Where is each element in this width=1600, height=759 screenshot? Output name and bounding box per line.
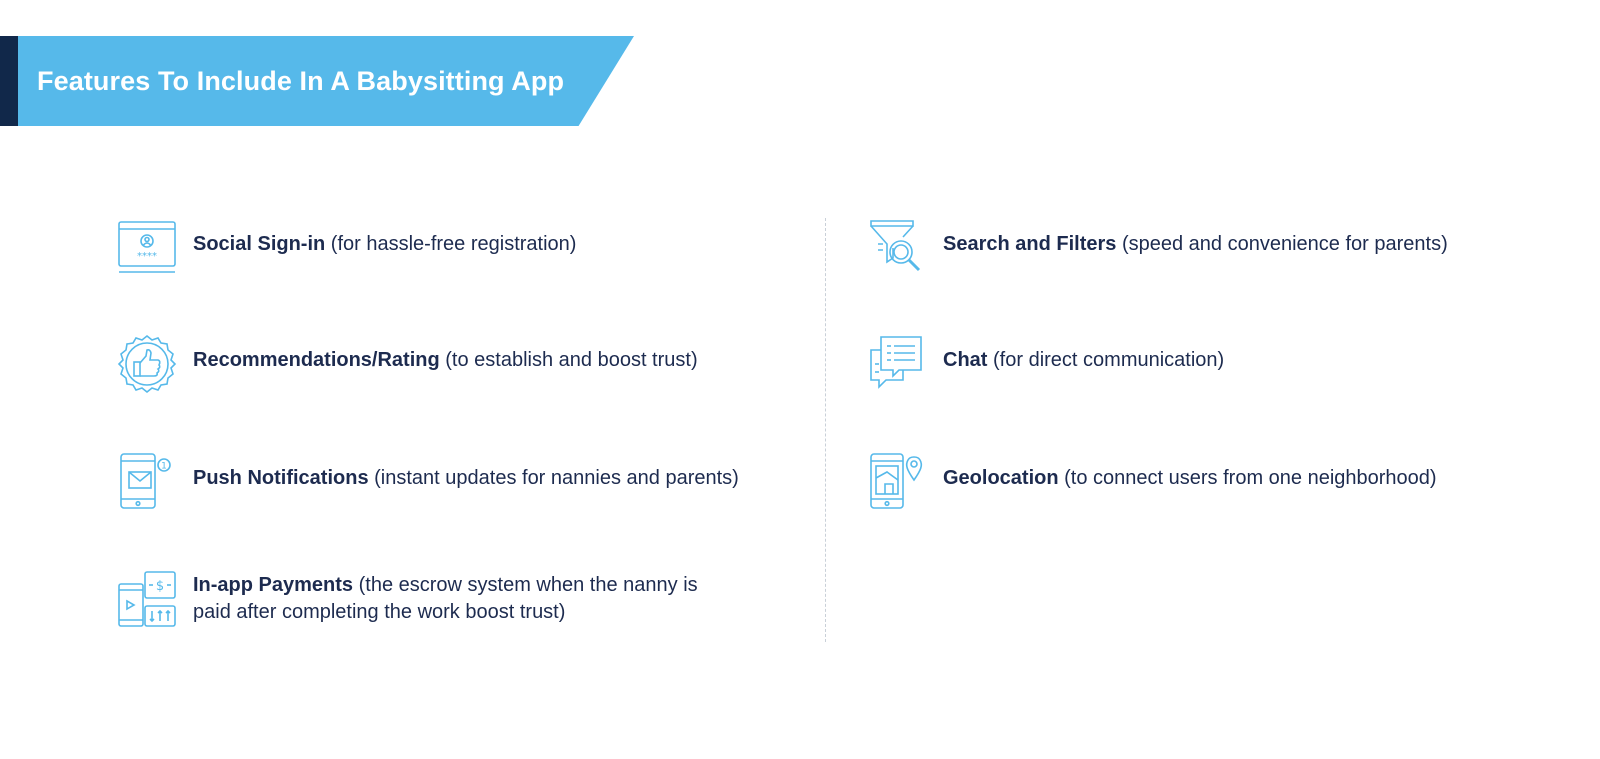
svg-text:$: $ [155,579,165,594]
banner-accent [0,36,18,126]
feature-description: (the escrow system when the nanny is paid after completing the work boost trust) [193,574,698,623]
payment-devices-icon [117,570,177,630]
column-divider [825,218,826,642]
feature-chat [867,334,1224,394]
feature-in-app-payments [117,570,733,630]
svg-text:1: 1 [161,461,167,472]
phone-notification-icon [117,452,177,512]
feature-description: (for hassle-free registration) [325,233,577,255]
page-title: Features To Include In A Babysitting App [37,66,565,96]
feature-title: Chat [943,349,988,371]
login-screen-icon [117,218,177,278]
search-filter-icon [867,218,927,278]
feature-title: Geolocation [943,467,1059,489]
svg-text:****: **** [137,251,157,262]
feature-geolocation [867,452,1437,512]
feature-social-sign-in [117,218,576,278]
feature-description: (to connect users from one neighborhood) [1058,467,1437,489]
feature-title: Recommendations/Rating [193,349,440,371]
feature-description: (speed and convenience for parents) [1116,233,1448,255]
feature-title: Push Notifications [193,467,369,489]
feature-search-filters [867,218,1448,278]
feature-title: Social Sign-in [193,233,326,255]
thumbs-up-badge-icon [117,334,177,394]
feature-push-notifications [117,452,739,512]
feature-description: (to establish and boost trust) [439,349,698,371]
chat-bubbles-icon [867,334,927,394]
feature-description: (for direct communication) [987,349,1225,371]
feature-title: Search and Filters [943,233,1117,255]
feature-title: In-app Payments [193,574,354,596]
feature-recommendations-rating [117,334,698,394]
feature-description: (instant updates for nannies and parents) [368,467,739,489]
phone-map-pin-icon [867,452,927,512]
